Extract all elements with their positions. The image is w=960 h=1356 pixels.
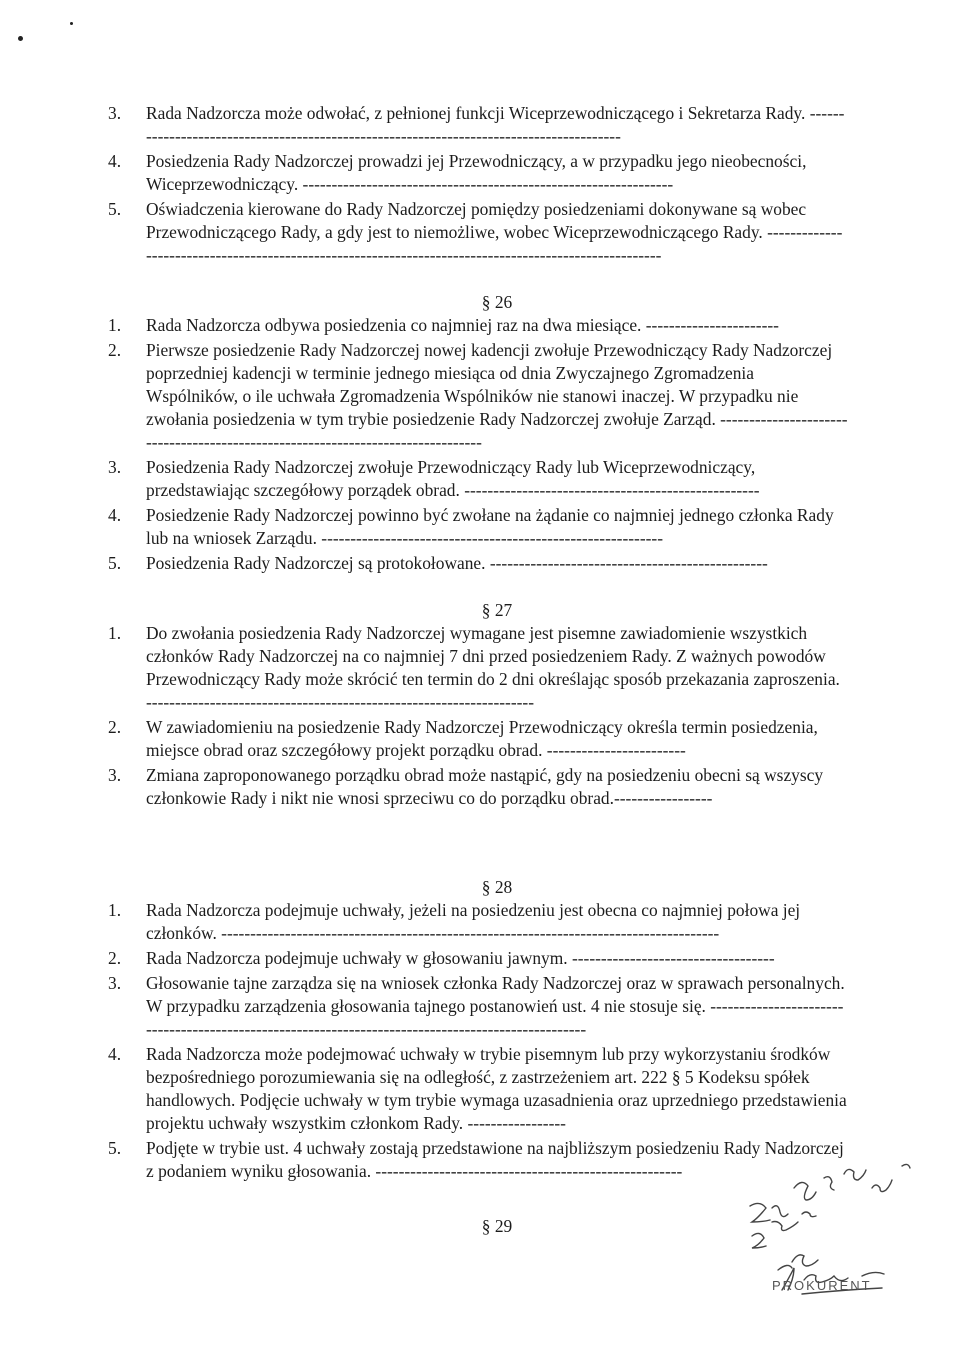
numbered-paragraph <box>108 947 848 970</box>
paragraph-text: Do zwołania posiedzenia Rady Nadzorczej wymagane jest pisemne zawiadomienie wszystkich członków Rady Nadzorczej na co najmniej 7 dni przed posiedzeniem Rady. Z ważnych powodów Przewodniczący Rady może skrócić ten termin do 2 dni określając sposób przekazania zaproszenia. ------------------------------------------------------------------- <box>146 623 840 712</box>
certification-stamp <box>742 1148 932 1308</box>
paragraph-text: Rada Nadzorcza może podejmować uchwały w trybie pisemnym lub przy wykorzystaniu środków bezpośredniego porozumiewania się na odległość, z zastrzeżeniem art. 222 § 5 Kodeksu spółek handlowych. Podjęcie uchwały w tym trybie wymaga uzasadnienia oraz uprzedniego przedstawienia projektu uchwały wszystkim członkom Rady. ----------------- <box>146 1044 847 1133</box>
paragraph-number: 4. <box>108 505 122 525</box>
paragraph-number: 2. <box>108 340 122 360</box>
paragraph-number: 3. <box>108 765 122 785</box>
section-26-items <box>108 314 848 575</box>
paragraph-number: 1. <box>108 315 122 335</box>
paragraph-text: Rada Nadzorcza podejmuje uchwały w głosowaniu jawnym. ----------------------------------- <box>146 948 775 968</box>
numbered-paragraph <box>108 314 848 337</box>
numbered-paragraph <box>108 504 848 550</box>
paragraph-text: Pierwsze posiedzenie Rady Nadzorczej nowej kadencji zwołuje Przewodniczący Rady Nadzorczej poprzedniej kadencji w terminie jednego miesiąca od dnia Zwyczajnego Zgromadzenia Wspólników, o ile uchwała Zgromadzenia Wspólników nie stanowi inaczej. W przypadku nie zwołania posiedzenia w tym trybie posiedzenie Rady Nadzorczej zwołuje Zarząd. -------------------------------------------------------------------------------- <box>146 340 848 452</box>
numbered-paragraph <box>108 150 848 196</box>
paragraph-text: Posiedzenia Rady Nadzorczej zwołuje Przewodniczący Rady lub Wiceprzewodniczący, przedstawiając szczegółowy porządek obrad. --------------------------------------------------- <box>146 457 760 500</box>
stamp-text: PROKURENT <box>772 1278 872 1293</box>
section-heading-27: § 27 <box>481 600 513 620</box>
section-heading-29: § 29 <box>481 1216 513 1236</box>
numbered-paragraph <box>108 1043 848 1135</box>
paragraph-number: 1. <box>108 900 122 920</box>
paragraph-text: Głosowanie tajne zarządza się na wniosek członka Rady Nadzorczej oraz w sprawach personalnych. W przypadku zarządzenia głosowania tajnego postanowień ust. 4 nie stosuje się. --------------------------------------------------------------------------------------------------- <box>146 973 845 1039</box>
paragraph-number: 3. <box>108 103 122 123</box>
paragraph-number: 4. <box>108 151 122 171</box>
numbered-paragraph <box>108 622 848 714</box>
section-25-continued <box>108 102 848 267</box>
numbered-paragraph <box>108 456 848 502</box>
paragraph-text: Oświadczenia kierowane do Rady Nadzorczej pomiędzy posiedzeniami dokonywane są wobec Przewodniczącego Rady, a gdy jest to niemożliwe, wobec Wiceprzewodniczącego Rady. ------------------------------------------------------------------------------------------------------ <box>146 199 843 265</box>
document-body <box>108 102 848 1238</box>
numbered-paragraph <box>108 102 848 148</box>
numbered-paragraph <box>108 1137 848 1183</box>
paragraph-text: Podjęte w trybie ust. 4 uchwały zostają przedstawione na najbliższym posiedzeniu Rady Nadzorczej z podaniem wyniku głosowania. ----------------------------------------------------- <box>146 1138 844 1181</box>
paragraph-number: 5. <box>108 553 122 573</box>
paragraph-text: Posiedzenia Rady Nadzorczej są protokołowane. ------------------------------------------------ <box>146 553 768 573</box>
paragraph-text: Rada Nadzorcza podejmuje uchwały, jeżeli na posiedzeniu jest obecna co najmniej połowa jej członków. -------------------------------------------------------------------------------------- <box>146 900 801 943</box>
scan-speck <box>70 22 73 25</box>
paragraph-text: Rada Nadzorcza może odwołać, z pełnionej funkcji Wiceprzewodniczącego i Sekretarza Rady. ---------------------------------------------------------------------------------------- <box>146 103 845 146</box>
paragraph-number: 3. <box>108 973 122 993</box>
paragraph-text: Posiedzenia Rady Nadzorczej prowadzi jej Przewodniczący, a w przypadku jego nieobecności, Wiceprzewodniczący. ---------------------------------------------------------------- <box>146 151 807 194</box>
paragraph-text: Posiedzenie Rady Nadzorczej powinno być zwołane na żądanie co najmniej jednego członka Rady lub na wniosek Zarządu. ----------------------------------------------------------- <box>146 505 834 548</box>
section-27-items <box>108 622 848 810</box>
paragraph-text: Rada Nadzorcza odbywa posiedzenia co najmniej raz na dwa miesiące. ----------------------- <box>146 315 779 335</box>
numbered-paragraph <box>108 198 848 267</box>
numbered-paragraph <box>108 339 848 454</box>
paragraph-number: 2. <box>108 948 122 968</box>
section-heading-26: § 26 <box>481 292 513 312</box>
numbered-paragraph <box>108 972 848 1041</box>
numbered-paragraph <box>108 552 848 575</box>
paragraph-number: 3. <box>108 457 122 477</box>
paragraph-number: 5. <box>108 1138 122 1158</box>
paragraph-text: Zmiana zaproponowanego porządku obrad może nastąpić, gdy na posiedzeniu obecni są wszyscy członkowie Rady i nikt nie wnosi sprzeciwu co do porządku obrad.----------------- <box>146 765 824 808</box>
paragraph-number: 5. <box>108 199 122 219</box>
section-heading-28: § 28 <box>481 877 513 897</box>
paragraph-number: 1. <box>108 623 122 643</box>
scan-speck <box>18 36 23 41</box>
paragraph-number: 2. <box>108 717 122 737</box>
numbered-paragraph <box>108 899 848 945</box>
paragraph-text: W zawiadomieniu na posiedzenie Rady Nadzorczej Przewodniczący określa termin posiedzenia, miejsce obrad oraz szczegółowy projekt porządku obrad. ------------------------ <box>146 717 818 760</box>
numbered-paragraph <box>108 716 848 762</box>
numbered-paragraph <box>108 764 848 810</box>
paragraph-number: 4. <box>108 1044 122 1064</box>
section-28-items <box>108 899 848 1183</box>
